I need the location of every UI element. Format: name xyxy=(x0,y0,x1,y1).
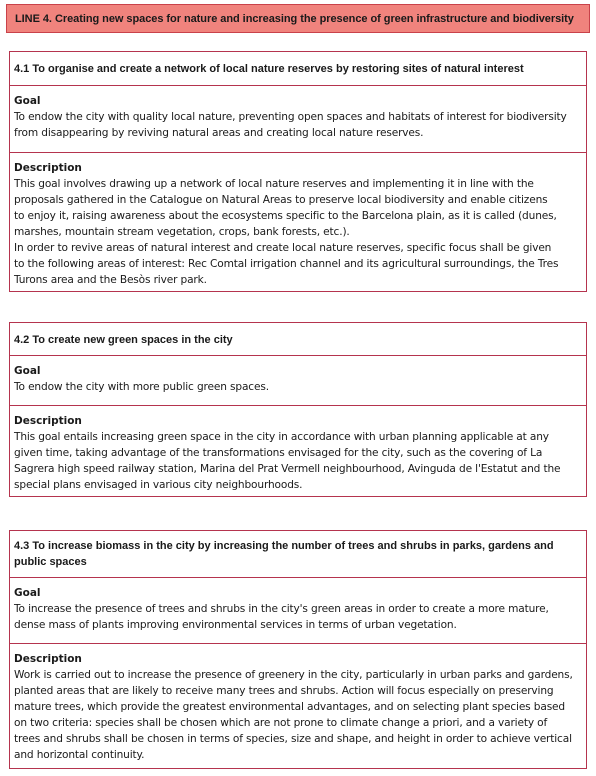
goal-row xyxy=(10,356,586,406)
description-text-line: mature trees, which provide the greatest environmental advantages, and on selecting plant species based xyxy=(14,701,565,713)
section-title-line: 4.2 To create new green spaces in the city xyxy=(14,334,233,346)
goal-text-line: To endow the city with more public green spaces. xyxy=(14,381,269,393)
goal-label: Goal xyxy=(14,587,41,599)
goal-row xyxy=(10,578,586,644)
goal-text-line: dense mass of plants improving environmental services in terms of urban vegetation. xyxy=(14,619,457,631)
section-title-line: 4.1 To organise and create a network of local nature reserves by restoring sites of natural interest xyxy=(14,63,524,75)
description-row xyxy=(10,644,586,763)
goal-label: Goal xyxy=(14,95,41,107)
description-label: Description xyxy=(14,162,82,174)
description-text-line: marshes, mountain stream vegetation, crops, bank forests, etc.). xyxy=(14,226,350,238)
description-text-line: Work is carried out to increase the presence of greenery in the city, particularly in urban parks and gardens, xyxy=(14,669,573,681)
description-text-line: to the following areas of interest: Rec Comtal irrigation channel and its agricultural surroundings, the Tres xyxy=(14,258,559,270)
description-label: Description xyxy=(14,653,82,665)
description-label: Description xyxy=(14,415,82,427)
section-title-line: 4.3 To increase biomass in the city by increasing the number of trees and shrubs in parks, gardens and xyxy=(14,540,554,552)
goal-text-line: To endow the city with quality local nature, preventing open spaces and habitats of interest for biodiversity xyxy=(14,111,567,123)
section-4-1 xyxy=(9,51,587,292)
section-title xyxy=(10,52,586,86)
description-text-line: This goal entails increasing green space in the city in accordance with urban planning applicable at any xyxy=(14,431,549,443)
goal-text-line: from disappearing by reviving natural areas and creating local nature reserves. xyxy=(14,127,424,139)
goal-label: Goal xyxy=(14,365,41,377)
description-row xyxy=(10,153,586,288)
description-text-line: Turons area and the Besòs river park. xyxy=(14,274,207,286)
description-text-line: to enjoy it, raising awareness about the ecosystems specific to the Barcelona plain, as it is called (dunes, xyxy=(14,210,557,222)
description-row xyxy=(10,406,586,493)
description-text-line: given time, taking advantage of the transformations envisaged for the city, such as the covering of La xyxy=(14,447,543,459)
line-header: LINE 4. Creating new spaces for nature and increasing the presence of green infrastructure and biodiversity xyxy=(6,4,590,33)
description-text-line: on two criteria: species shall be chosen which are not prone to climate change a priori, and a variety of xyxy=(14,717,548,729)
description-text-line: Sagrera high speed railway station, Marina del Prat Vermell neighbourhood, Avinguda de l'Estatut and the xyxy=(14,463,561,475)
section-4-3 xyxy=(9,530,587,769)
description-text-line: In order to revive areas of natural interest and create local nature reserves, specific focus shall be given xyxy=(14,242,552,254)
goal-text-line: To increase the presence of trees and shrubs in the city's green areas in order to create a more mature, xyxy=(14,603,549,615)
section-title xyxy=(10,323,586,356)
section-title xyxy=(10,531,586,578)
description-text-line: and horizontal continuity. xyxy=(14,749,145,761)
description-text-line: trees and shrubs shall be chosen in terms of species, size and shape, and height in order to achieve vertical xyxy=(14,733,572,745)
section-4-2 xyxy=(9,322,587,497)
description-text-line: special plans envisaged in various city neighbourhoods. xyxy=(14,479,303,491)
section-title-line: public spaces xyxy=(14,556,87,568)
description-text-line: planted areas that are likely to receive many trees and shrubs. Action will focus especially on preserving xyxy=(14,685,554,697)
description-text-line: proposals gathered in the Catalogue on Natural Areas to preserve local biodiversity and enable citizens xyxy=(14,194,548,206)
goal-row xyxy=(10,86,586,153)
description-text-line: This goal involves drawing up a network of local nature reserves and implementing it in line with the xyxy=(14,178,534,190)
